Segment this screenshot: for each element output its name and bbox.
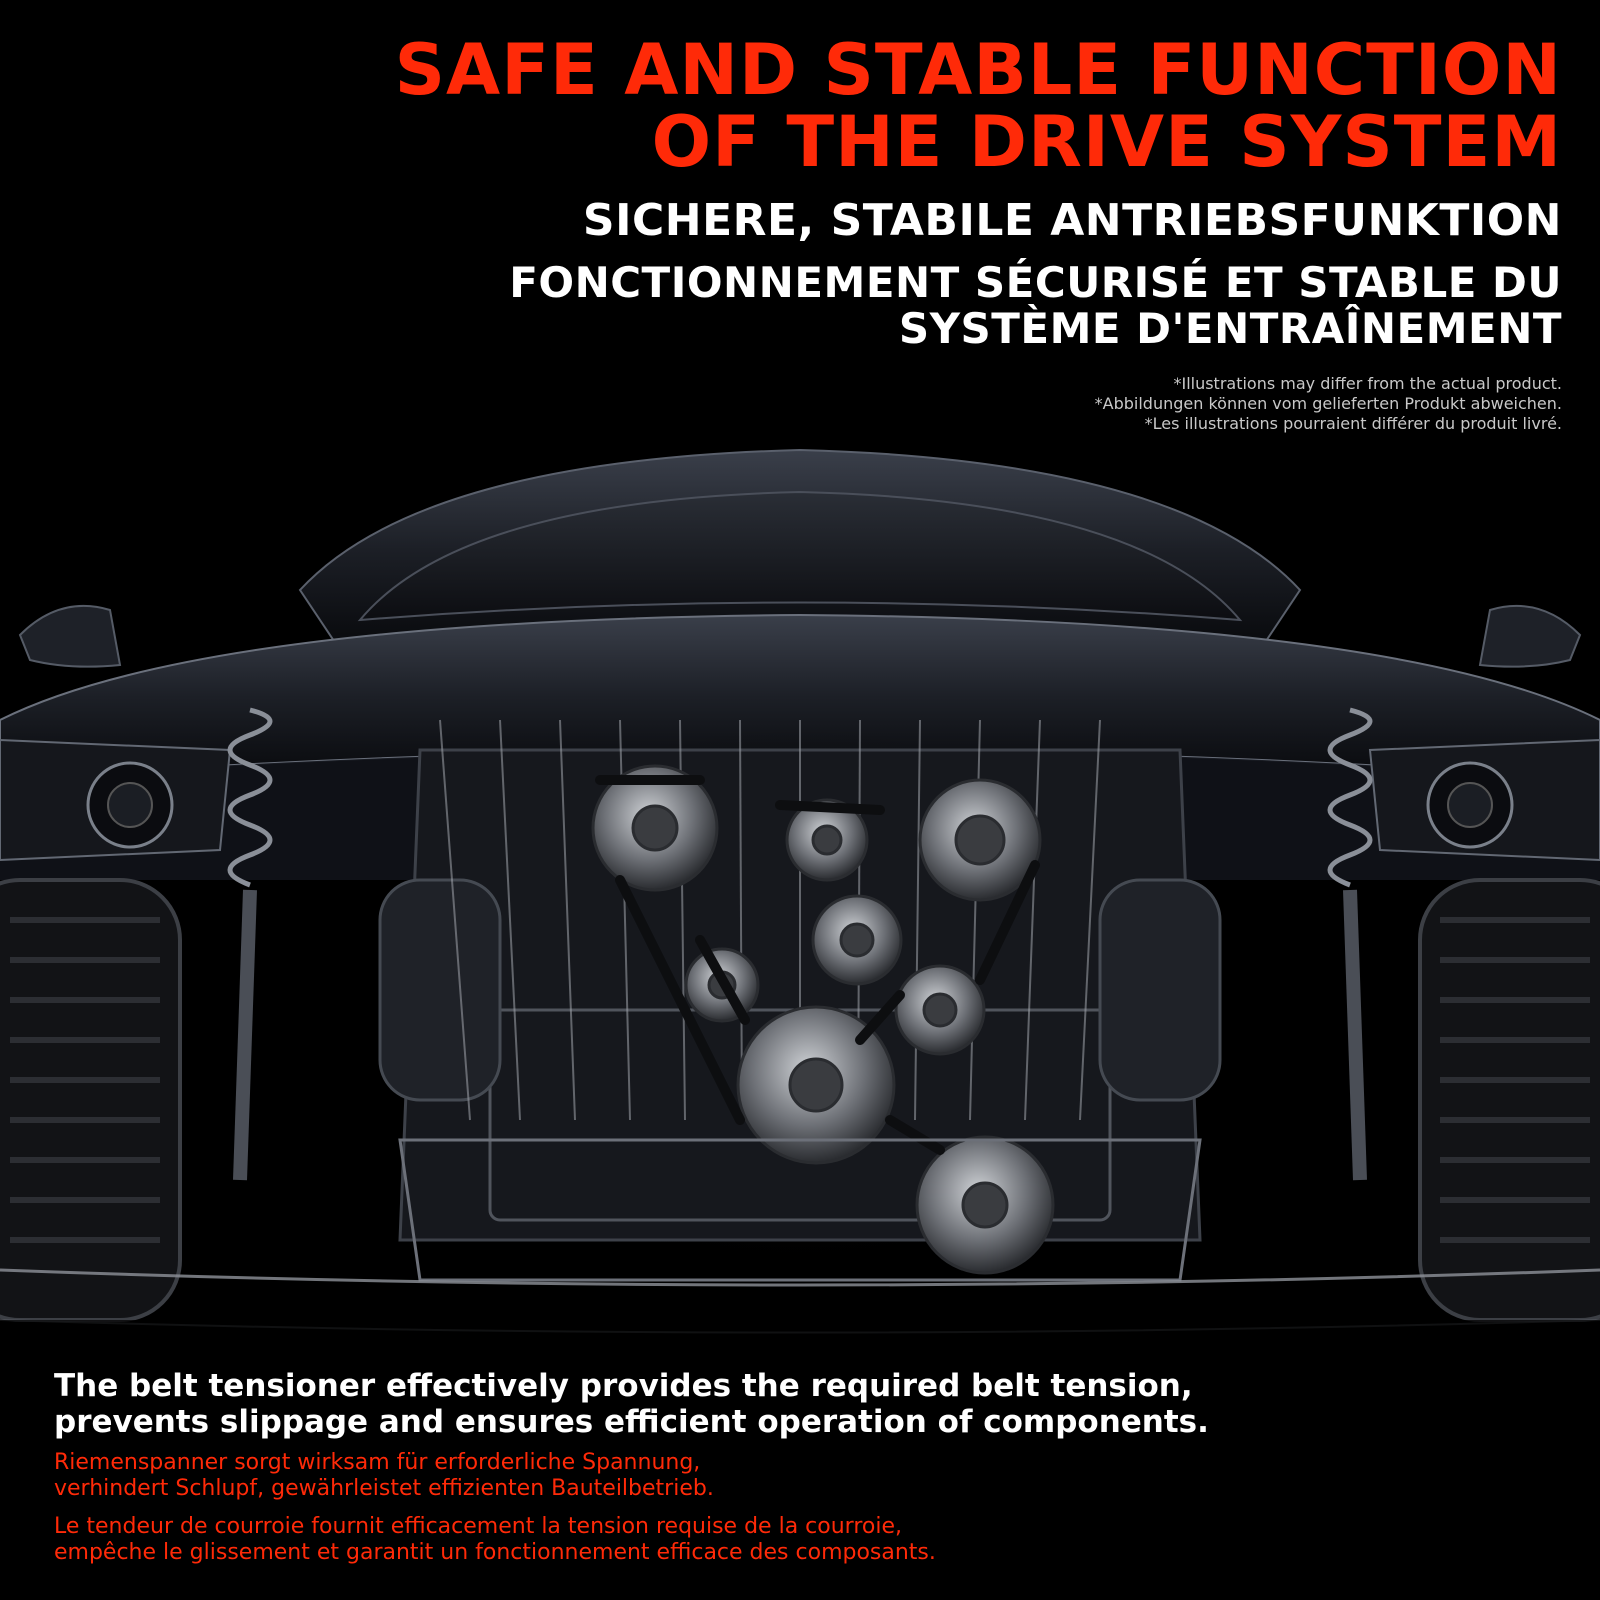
description [54, 1368, 1574, 1566]
header [394, 29, 1562, 434]
description-french-line-2: empêche le glissement et garantit un fonctionnement efficace des composants. [54, 1540, 936, 1565]
description-english [54, 1368, 1574, 1440]
disclaimer-german: *Abbildungen können vom gelieferten Produkt abweichen. [1094, 394, 1562, 413]
description-english-line-2: prevents slippage and ensures efficient operation of components. [54, 1404, 1209, 1440]
description-french-line-1: Le tendeur de courroie fournit efficacement la tension requise de la courroie, [54, 1514, 902, 1539]
description-english-line-1: The belt tensioner effectively provides the required belt tension, [54, 1368, 1193, 1404]
title-english-line-1: SAFE AND STABLE FUNCTION [394, 29, 1562, 111]
description-french [54, 1514, 1574, 1566]
description-german-line-2: verhindert Schlupf, gewährleistet effizienten Bauteilbetrieb. [54, 1476, 714, 1501]
title-french [395, 260, 1562, 352]
car-engine-xray-illustration [0, 420, 1600, 1380]
title-french-line-1: FONCTIONNEMENT SÉCURISÉ ET STABLE DU [509, 258, 1562, 307]
title-english [394, 29, 1562, 183]
disclaimer-french: *Les illustrations pourraient différer du produit livré. [1144, 414, 1562, 433]
title-french-line-2: SYSTÈME D'ENTRAÎNEMENT [898, 304, 1562, 353]
description-german-line-1: Riemenspanner sorgt wirksam für erforderliche Spannung, [54, 1450, 701, 1475]
title-german: SICHERE, STABILE ANTRIEBSFUNKTION [582, 195, 1562, 246]
disclaimer-english: *Illustrations may differ from the actual product. [1173, 374, 1562, 393]
title-english-line-2: OF THE DRIVE SYSTEM [651, 101, 1562, 183]
description-german [54, 1450, 1574, 1502]
